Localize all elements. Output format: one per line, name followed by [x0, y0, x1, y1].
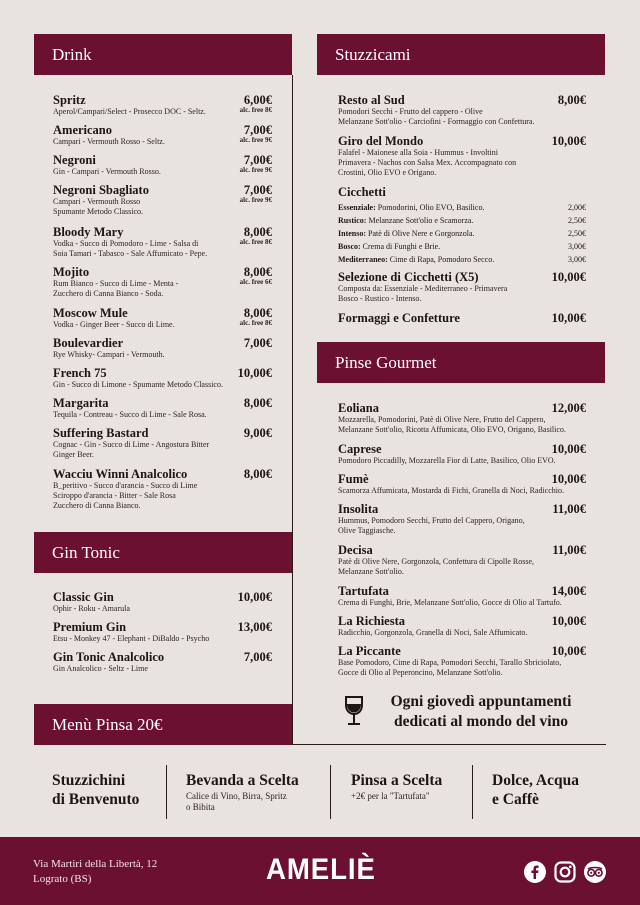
item-name: Giro del Mondo: [338, 134, 424, 148]
item-name: Wacciu Winni Analcolico: [53, 467, 188, 481]
cicchetto-text: Melanzane Sott'olio e Scamorza.: [366, 216, 474, 225]
course-3: [351, 771, 466, 802]
item-desc: Patè di Olive Nere, Gorgonzola, Confettura di Cipolle Rosse, Melanzane Sott'olio.: [338, 557, 535, 576]
selezione-item: [338, 270, 586, 304]
course-1: [52, 771, 162, 809]
pinse-item: [338, 543, 586, 577]
pinse-item: [338, 584, 586, 608]
item-price: 8,00€: [243, 306, 272, 320]
drink-header: [34, 34, 292, 75]
pinse-item: [338, 502, 586, 536]
item-desc: Pomodori Secchi - Frutto del cappero - Olive Melanzane Sott'olio - Carciofini - Formaggio con Confettura.: [338, 107, 535, 126]
item-desc: Falafel - Maionese alla Soia - Hummus - Involtini Primavera - Nachos con Salsa Mex. Accompagnato con Crostini, Olio EVO e Origano.: [338, 148, 517, 177]
item-price: 7,00€: [243, 183, 272, 197]
cicchetto-label: Bosco:: [338, 242, 361, 251]
drink-item: [53, 265, 272, 299]
item-name: La Piccante: [338, 644, 401, 658]
course-divider: [472, 765, 473, 819]
item-name: Gin Tonic Analcolico: [53, 650, 165, 664]
item-name: Boulevardier: [53, 336, 124, 350]
item-name: Selezione di Cicchetti (X5): [338, 270, 479, 284]
cicchetto-text: Pomodorini, Olio EVO, Basilico.: [375, 203, 485, 212]
promo-line1: Ogni giovedì appuntamenti: [390, 693, 572, 710]
cicchetto-price: 2,50€: [568, 229, 586, 238]
item-name: Bloody Mary: [53, 225, 124, 239]
course-4: [492, 771, 602, 809]
item-desc: B_peritivo - Succo d'arancia - Succo di Lime Sciroppo d'arancia - Bitter - Sale Rosa Zucchero di Canna Bianco.: [53, 481, 198, 510]
pinse-item: [338, 472, 586, 496]
cicchetto-text: Crema di Funghi e Brie.: [360, 242, 441, 251]
alc-free-price: alc. free 9€: [239, 166, 272, 174]
item-price: 6,00€: [243, 93, 272, 107]
drink-item: [53, 93, 272, 117]
item-desc: Rum Bianco - Succo di Lime - Menta - Zucchero di Canna Bianco - Soda.: [53, 279, 179, 298]
item-desc: Composta da: Essenziale - Mediterraneo - Primavera Bosco - Rustico - Intenso.: [338, 284, 508, 303]
item-price: 12,00€: [551, 401, 586, 415]
instagram-icon[interactable]: [554, 861, 576, 883]
stuzzicami-item: [338, 134, 586, 178]
pinse-item: [338, 401, 586, 435]
item-price: 8,00€: [243, 265, 272, 279]
facebook-icon[interactable]: [524, 861, 546, 883]
item-price: 11,00€: [552, 543, 586, 557]
column-divider: [292, 75, 293, 745]
promo-text: [372, 692, 590, 732]
item-desc: Rye Whisky- Campari - Vermouth.: [53, 350, 165, 359]
cicchetto-desc: [338, 240, 440, 253]
address-line1: Via Martiri della Libertà, 12: [33, 858, 158, 870]
item-desc: Gin - Succo di Limone - Spumante Metodo Classico.: [53, 380, 223, 389]
cicchetto-desc: [338, 201, 484, 214]
drink-item: [53, 123, 272, 147]
item-price: 8,00€: [557, 93, 586, 107]
pinse-header: [317, 342, 605, 383]
gin-item: [53, 650, 272, 674]
cicchetti-title: Cicchetti: [338, 185, 386, 199]
item-price: 10,00€: [551, 614, 586, 628]
cicchetto-label: Rustico:: [338, 216, 367, 225]
item-price: 10,00€: [551, 134, 586, 148]
item-desc: Ophir - Roku - Amarula: [53, 604, 130, 613]
course-title: Pinsa a Scelta: [351, 772, 443, 789]
cicchetto-label: Essenziale:: [338, 203, 376, 212]
footer: [0, 837, 640, 905]
item-price: 14,00€: [551, 584, 586, 598]
course-2: [186, 771, 326, 813]
item-desc: Vodka - Succo di Pomodoro - Lime - Salsa di Soia Tamari - Tabasco - Sale Affumicato - Pepe.: [53, 239, 208, 258]
cicchetti-block: [338, 185, 586, 266]
cicchetto-text: Patè di Olive Nere e Gorgonzola.: [366, 229, 475, 238]
item-name: Moscow Mule: [53, 306, 128, 320]
cicchetto-price: 3,00€: [568, 242, 586, 251]
drink-item: [53, 183, 272, 217]
cicchetto-price: 3,00€: [568, 255, 586, 264]
item-price: 10,00€: [551, 442, 586, 456]
cicchetto-label: Intenso:: [338, 229, 367, 238]
item-price: 11,00€: [552, 502, 586, 516]
item-desc: Vodka - Ginger Beer - Succo di Lime.: [53, 320, 175, 329]
item-name: Negroni Sbagliato: [53, 183, 149, 197]
stuzzicami-header: [317, 34, 605, 75]
item-desc: Campari - Vermouth Rosso - Seltz.: [53, 137, 165, 146]
cicchetto-price: 2,50€: [568, 216, 586, 225]
course-divider: [330, 765, 331, 819]
gin-item: [53, 590, 272, 614]
cicchetto-row: [338, 201, 586, 214]
item-name: Negroni: [53, 153, 96, 167]
drink-item: [53, 153, 272, 177]
item-name: Premium Gin: [53, 620, 127, 634]
cicchetto-row: [338, 227, 586, 240]
item-desc: Hummus, Pomodoro Secchi, Frutto del Cappero, Origano, Olive Taggiasche.: [338, 516, 525, 535]
item-name: Suffering Bastard: [53, 426, 149, 440]
formaggi-item: [338, 311, 586, 325]
item-desc: Base Pomodoro, Cime di Rapa, Pomodori Secchi, Tarallo Sbriciolato, Gocce di Olio al Peperoncino, Melanzane Sott'olio.: [338, 658, 562, 677]
cicchetto-desc: [338, 253, 494, 266]
drink-item: [53, 336, 272, 360]
gin-item: [53, 620, 272, 644]
item-desc: Scamorza Affumicata, Mostarda di Fichi, Granella di Noci, Radicchio.: [338, 486, 565, 495]
alc-free-price: alc. free 8€: [239, 238, 272, 246]
item-name: Formaggi e Confetture: [338, 311, 460, 325]
item-price: 8,00€: [243, 467, 272, 481]
address: [33, 857, 157, 887]
gin-tonic-title: Gin Tonic: [52, 542, 120, 562]
item-desc: Campari - Vermouth Rosso Spumante Metodo Classico.: [53, 197, 143, 216]
alc-free-price: alc. free 9€: [239, 196, 272, 204]
item-price: 8,00€: [243, 396, 272, 410]
item-desc: Tequila - Contreau - Succo di Lime - Sale Rosa.: [53, 410, 207, 419]
drink-item: [53, 467, 272, 511]
item-desc: Gin Analcolico - Seltz - Lime: [53, 664, 148, 673]
cicchetto-price: 2,00€: [568, 203, 586, 212]
drink-item: [53, 306, 272, 330]
drink-title: Drink: [52, 44, 92, 64]
item-desc: Etsu - Monkey 47 - Elephant - DiBaldo - Psycho: [53, 634, 210, 643]
drink-item: [53, 396, 272, 420]
pinse-title: Pinse Gourmet: [335, 352, 437, 372]
course-title: Stuzzichini di Benvenuto: [52, 772, 140, 808]
menu-pinsa-rule: [292, 744, 606, 745]
cicchetto-row: [338, 214, 586, 227]
cicchetto-text: Cime di Rapa, Pomodoro Secco.: [387, 255, 495, 264]
item-desc: Cognac - Gin - Succo di Lime - Angostura Bitter Ginger Beer.: [53, 440, 210, 459]
course-divider: [166, 765, 167, 819]
amelie-logo: AMELIÈ: [266, 853, 376, 886]
item-price: 10,00€: [237, 590, 272, 604]
cicchetto-desc: [338, 214, 473, 227]
item-name: Fumè: [338, 472, 369, 486]
wine-glass-icon: [343, 695, 365, 727]
promo-line2: dedicati al mondo del vino: [394, 713, 568, 730]
item-name: Resto al Sud: [338, 93, 405, 107]
item-name: Spritz: [53, 93, 86, 107]
item-price: 7,00€: [243, 123, 272, 137]
item-name: Decisa: [338, 543, 373, 557]
cicchetto-label: Mediterraneo:: [338, 255, 388, 264]
item-name: Caprese: [338, 442, 382, 456]
pinse-item: [338, 644, 586, 678]
item-price: 10,00€: [551, 472, 586, 486]
tripadvisor-icon[interactable]: [584, 861, 606, 883]
item-name: Insolita: [338, 502, 379, 516]
drink-item: [53, 366, 272, 390]
pinse-item: [338, 614, 586, 638]
item-price: 10,00€: [237, 366, 272, 380]
alc-free-price: alc. free 8€: [239, 106, 272, 114]
cicchetti-list: [338, 201, 586, 266]
item-name: Eoliana: [338, 401, 379, 415]
item-name: Tartufata: [338, 584, 389, 598]
item-name: French 75: [53, 366, 107, 380]
item-desc: Aperol/Campari/Select - Prosecco DOC - Seltz.: [53, 107, 206, 116]
course-title: Bevanda a Scelta: [186, 772, 299, 789]
item-price: 9,00€: [243, 426, 272, 440]
drink-item: [53, 426, 272, 460]
stuzzicami-title: Stuzzicami: [335, 44, 411, 64]
cicchetto-desc: [338, 227, 475, 240]
item-price: 8,00€: [243, 225, 272, 239]
stuzzicami-item: [338, 93, 586, 127]
item-name: Mojito: [53, 265, 90, 279]
item-name: La Richiesta: [338, 614, 406, 628]
address-line2: Lograto (BS): [33, 873, 92, 885]
course-title: Dolce, Acqua e Caffè: [492, 772, 579, 808]
item-price: 7,00€: [243, 153, 272, 167]
item-desc: Mozzarella, Pomodorini, Patè di Olive Nere, Frutto del Cappero, Melanzane Sott'olio, Ricotta Affumicata, Olio EVO, Origano, Basilico.: [338, 415, 566, 434]
item-name: Americano: [53, 123, 113, 137]
alc-free-price: alc. free 8€: [239, 319, 272, 327]
course-desc: Calice di Vino, Birra, Spritz o Bibita: [186, 791, 287, 812]
item-name: Margarita: [53, 396, 109, 410]
item-price: 10,00€: [551, 644, 586, 658]
item-price: 10,00€: [551, 311, 586, 325]
menu-pinsa-header: [34, 704, 292, 745]
pinse-item: [338, 442, 586, 466]
item-price: 10,00€: [551, 270, 586, 284]
item-price: 7,00€: [243, 650, 272, 664]
cicchetto-row: [338, 253, 586, 266]
alc-free-price: alc. free 9€: [239, 136, 272, 144]
course-desc: +2€ per la "Tartufata": [351, 791, 430, 801]
menu-pinsa-title: Menù Pinsa 20€: [52, 714, 163, 734]
item-price: 13,00€: [237, 620, 272, 634]
item-desc: Gin - Campari - Vermouth Rosso.: [53, 167, 161, 176]
item-desc: Radicchio, Gorgonzola, Granella di Noci, Sale Affumicato.: [338, 628, 528, 637]
item-name: Classic Gin: [53, 590, 114, 604]
item-desc: Pomodoro Piccadilly, Mozzarella Fior di Latte, Basilico, Olio EVO.: [338, 456, 556, 465]
gin-tonic-header: [34, 532, 292, 573]
item-desc: Crema di Funghi, Brie, Melanzane Sott'olio, Gocce di Olio al Tartufo.: [338, 598, 562, 607]
alc-free-price: alc. free 6€: [239, 278, 272, 286]
drink-item: [53, 225, 272, 259]
item-price: 7,00€: [243, 336, 272, 350]
cicchetto-row: [338, 240, 586, 253]
